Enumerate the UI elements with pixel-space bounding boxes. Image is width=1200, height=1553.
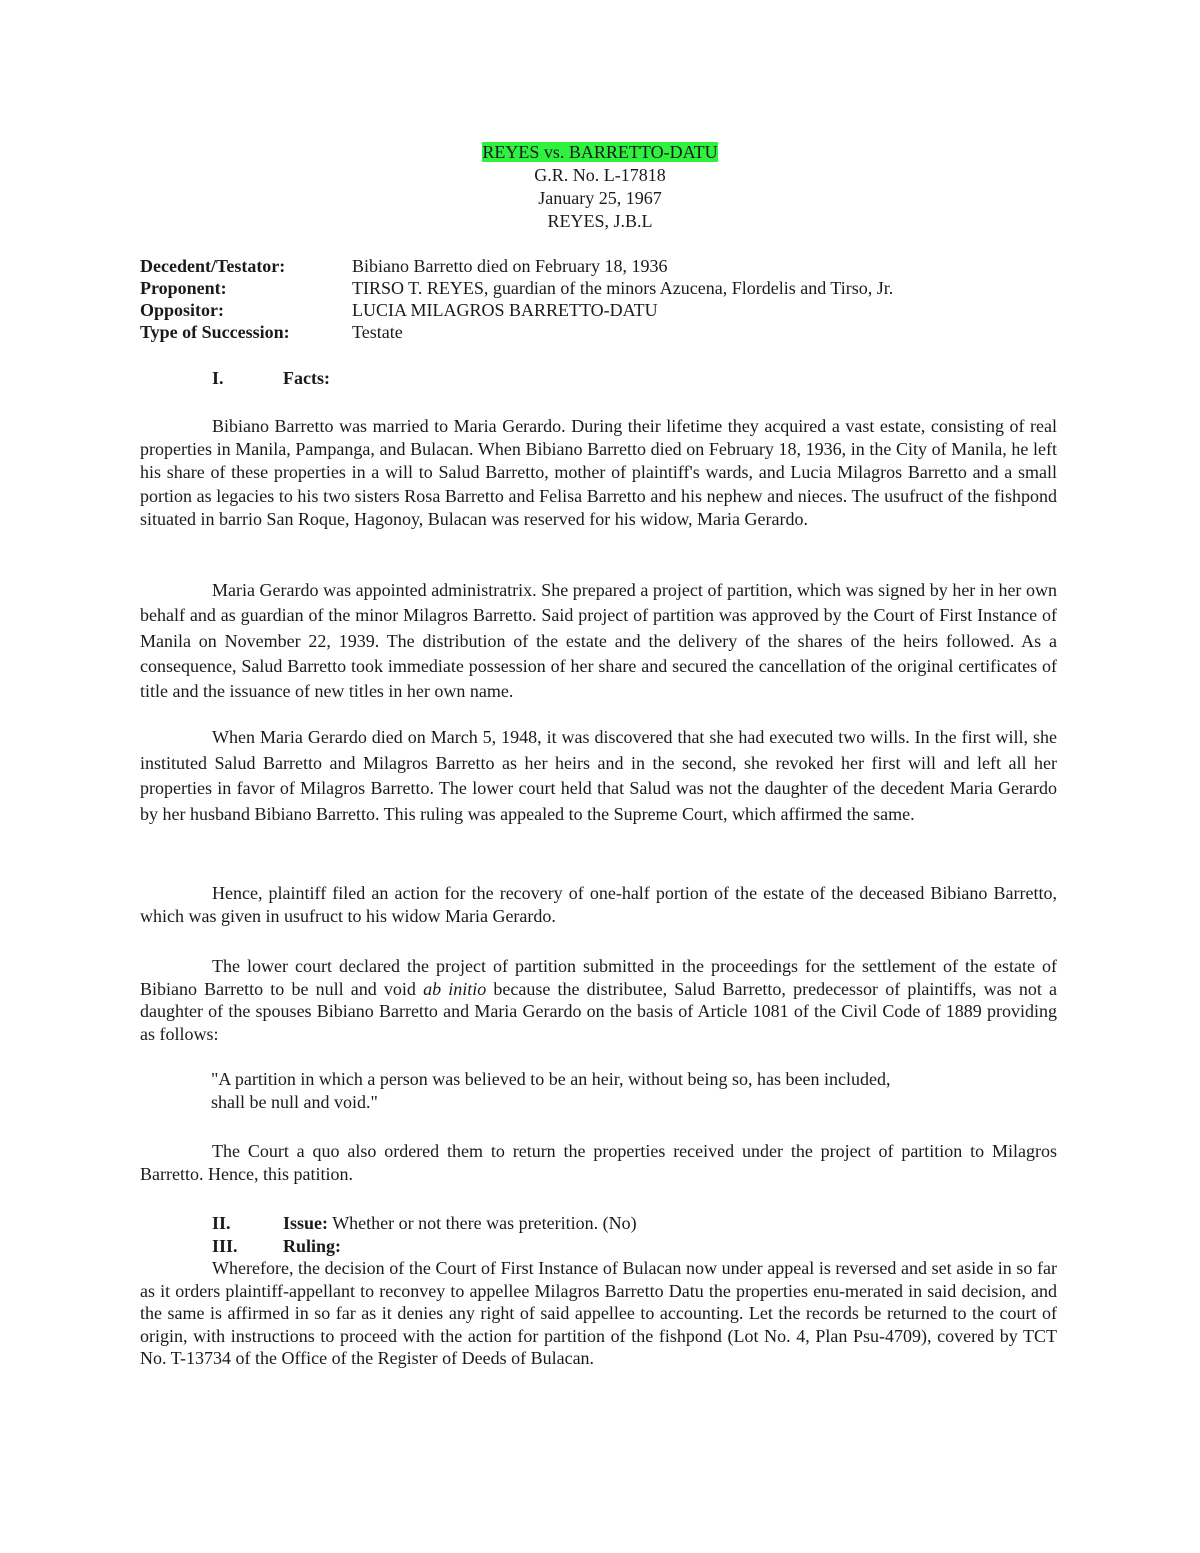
facts-number: I. — [212, 368, 224, 388]
facts-paragraph-5-text-b: because the distributee, Salud Barretto, predecessor of plaintiffs, was not a daughter of the spouses Bibiano Barretto and Maria Gerardo on the basis of Article 1081 of the Civil Code of 1889 providing as follows: — [140, 978, 1057, 1044]
facts-heading — [283, 367, 330, 389]
oppositor-value: LUCIA MILAGROS BARRETTO-DATU — [352, 300, 658, 320]
facts-paragraph-5-text-a: The lower court declared the project of partition submitted in the proceedings for the settlement of the estate of Bibiano Barretto to be null and void — [140, 956, 1057, 999]
quote-line-2: shall be null and void." — [211, 1092, 378, 1112]
ruling-number: III. — [212, 1236, 238, 1256]
succession-value: Testate — [352, 322, 403, 342]
ruling-paragraph: Wherefore, the decision of the Court of First Instance of Bulacan now under appeal is reversed and set aside in so far as it orders plaintiff-appellant to reconvey to appellee Milagros Barretto Datu the properties enu-merated in said decision, and the same is affirmed in so far as it denies any right of said appellee to accounting. Let the records be returned to the court of origin, with instructions to proceed with the action for partition of the fishpond (Lot No. 4, Plan Psu-4709), covered by TCT No. T-13734 of the Office of the Register of Deeds of Bulacan. — [140, 1258, 1057, 1368]
proponent-value: TIRSO T. REYES, guardian of the minors Azucena, Flordelis and Tirso, Jr. — [352, 278, 894, 298]
facts-paragraph-2: Maria Gerardo was appointed administratrix. She prepared a project of partition, which was signed by her in her own behalf and as guardian of the minor Milagros Barretto. Said project of partition was approved by the Court of First Instance of Manila on November 22, 1939. The distribution of the estate and the delivery of the shares of the heirs followed. As a consequence, Salud Barretto took immediate possession of her share and secured the cancellation of the original certificates of title and the issuance of new titles in her own name. — [140, 580, 1057, 702]
ruling-heading — [283, 1235, 341, 1257]
ponente: REYES, J.B.L — [547, 211, 653, 231]
issue-text: Whether or not there was preterition. (No) — [328, 1213, 637, 1233]
decedent-label: Decedent/Testator: — [140, 256, 286, 276]
succession-label: Type of Succession: — [140, 322, 290, 342]
latin-term: ab initio — [423, 978, 487, 999]
case-title: REYES vs. BARRETTO-DATU — [482, 142, 718, 162]
facts-paragraph-7: The Court a quo also ordered them to return the properties received under the project of partition to Milagros Barretto. Hence, this patition. — [140, 1141, 1057, 1184]
facts-paragraph-1: Bibiano Barretto was married to Maria Gerardo. During their lifetime they acquired a vast estate, consisting of real properties in Manila, Pampanga, and Bulacan. When Bibiano Barretto died on February 18, 1936, in the City of Manila, he left his share of these properties in a will to Salud Barretto, mother of plaintiff's wards, and Lucia Milagros Barretto and a small portion as legacies to his two sisters Rosa Barretto and Felisa Barretto and his nephew and nieces. The usufruct of the fishpond situated in barrio San Roque, Hagonoy, Bulacan was reserved for his widow, Maria Gerardo. — [140, 416, 1057, 529]
facts-paragraph-3: When Maria Gerardo died on March 5, 1948, it was discovered that she had executed two wills. In the first will, she instituted Salud Barretto and Milagros Barretto as her heirs and in the second, she revoked her first will and left all her properties in favor of Milagros Barretto. The lower court held that Salud was not the daughter of the decedent Maria Gerardo by her husband Bibiano Barretto. This ruling was appealed to the Supreme Court, which affirmed the same. — [140, 727, 1057, 824]
proponent-label: Proponent: — [140, 278, 227, 298]
case-title-line — [0, 141, 1200, 164]
oppositor-label: Oppositor: — [140, 300, 225, 320]
issue-label: Issue: — [283, 1213, 329, 1233]
gr-number: G.R. No. L-17818 — [534, 165, 666, 185]
decision-date: January 25, 1967 — [538, 188, 662, 208]
issue-number: II. — [212, 1213, 231, 1233]
quoted-provision — [211, 1068, 1031, 1114]
facts-heading-label: Facts: — [283, 368, 330, 388]
decedent-value: Bibiano Barretto died on February 18, 1936 — [352, 256, 668, 276]
facts-paragraph-5 — [140, 955, 1057, 1045]
facts-paragraph-4: Hence, plaintiff filed an action for the recovery of one-half portion of the estate of the deceased Bibiano Barretto, which was given in usufruct to his widow Maria Gerardo. — [140, 883, 1057, 926]
quote-line-1: "A partition in which a person was believed to be an heir, without being so, has been included, — [211, 1069, 891, 1089]
issue-line — [283, 1212, 637, 1234]
ruling-label: Ruling: — [283, 1236, 342, 1256]
